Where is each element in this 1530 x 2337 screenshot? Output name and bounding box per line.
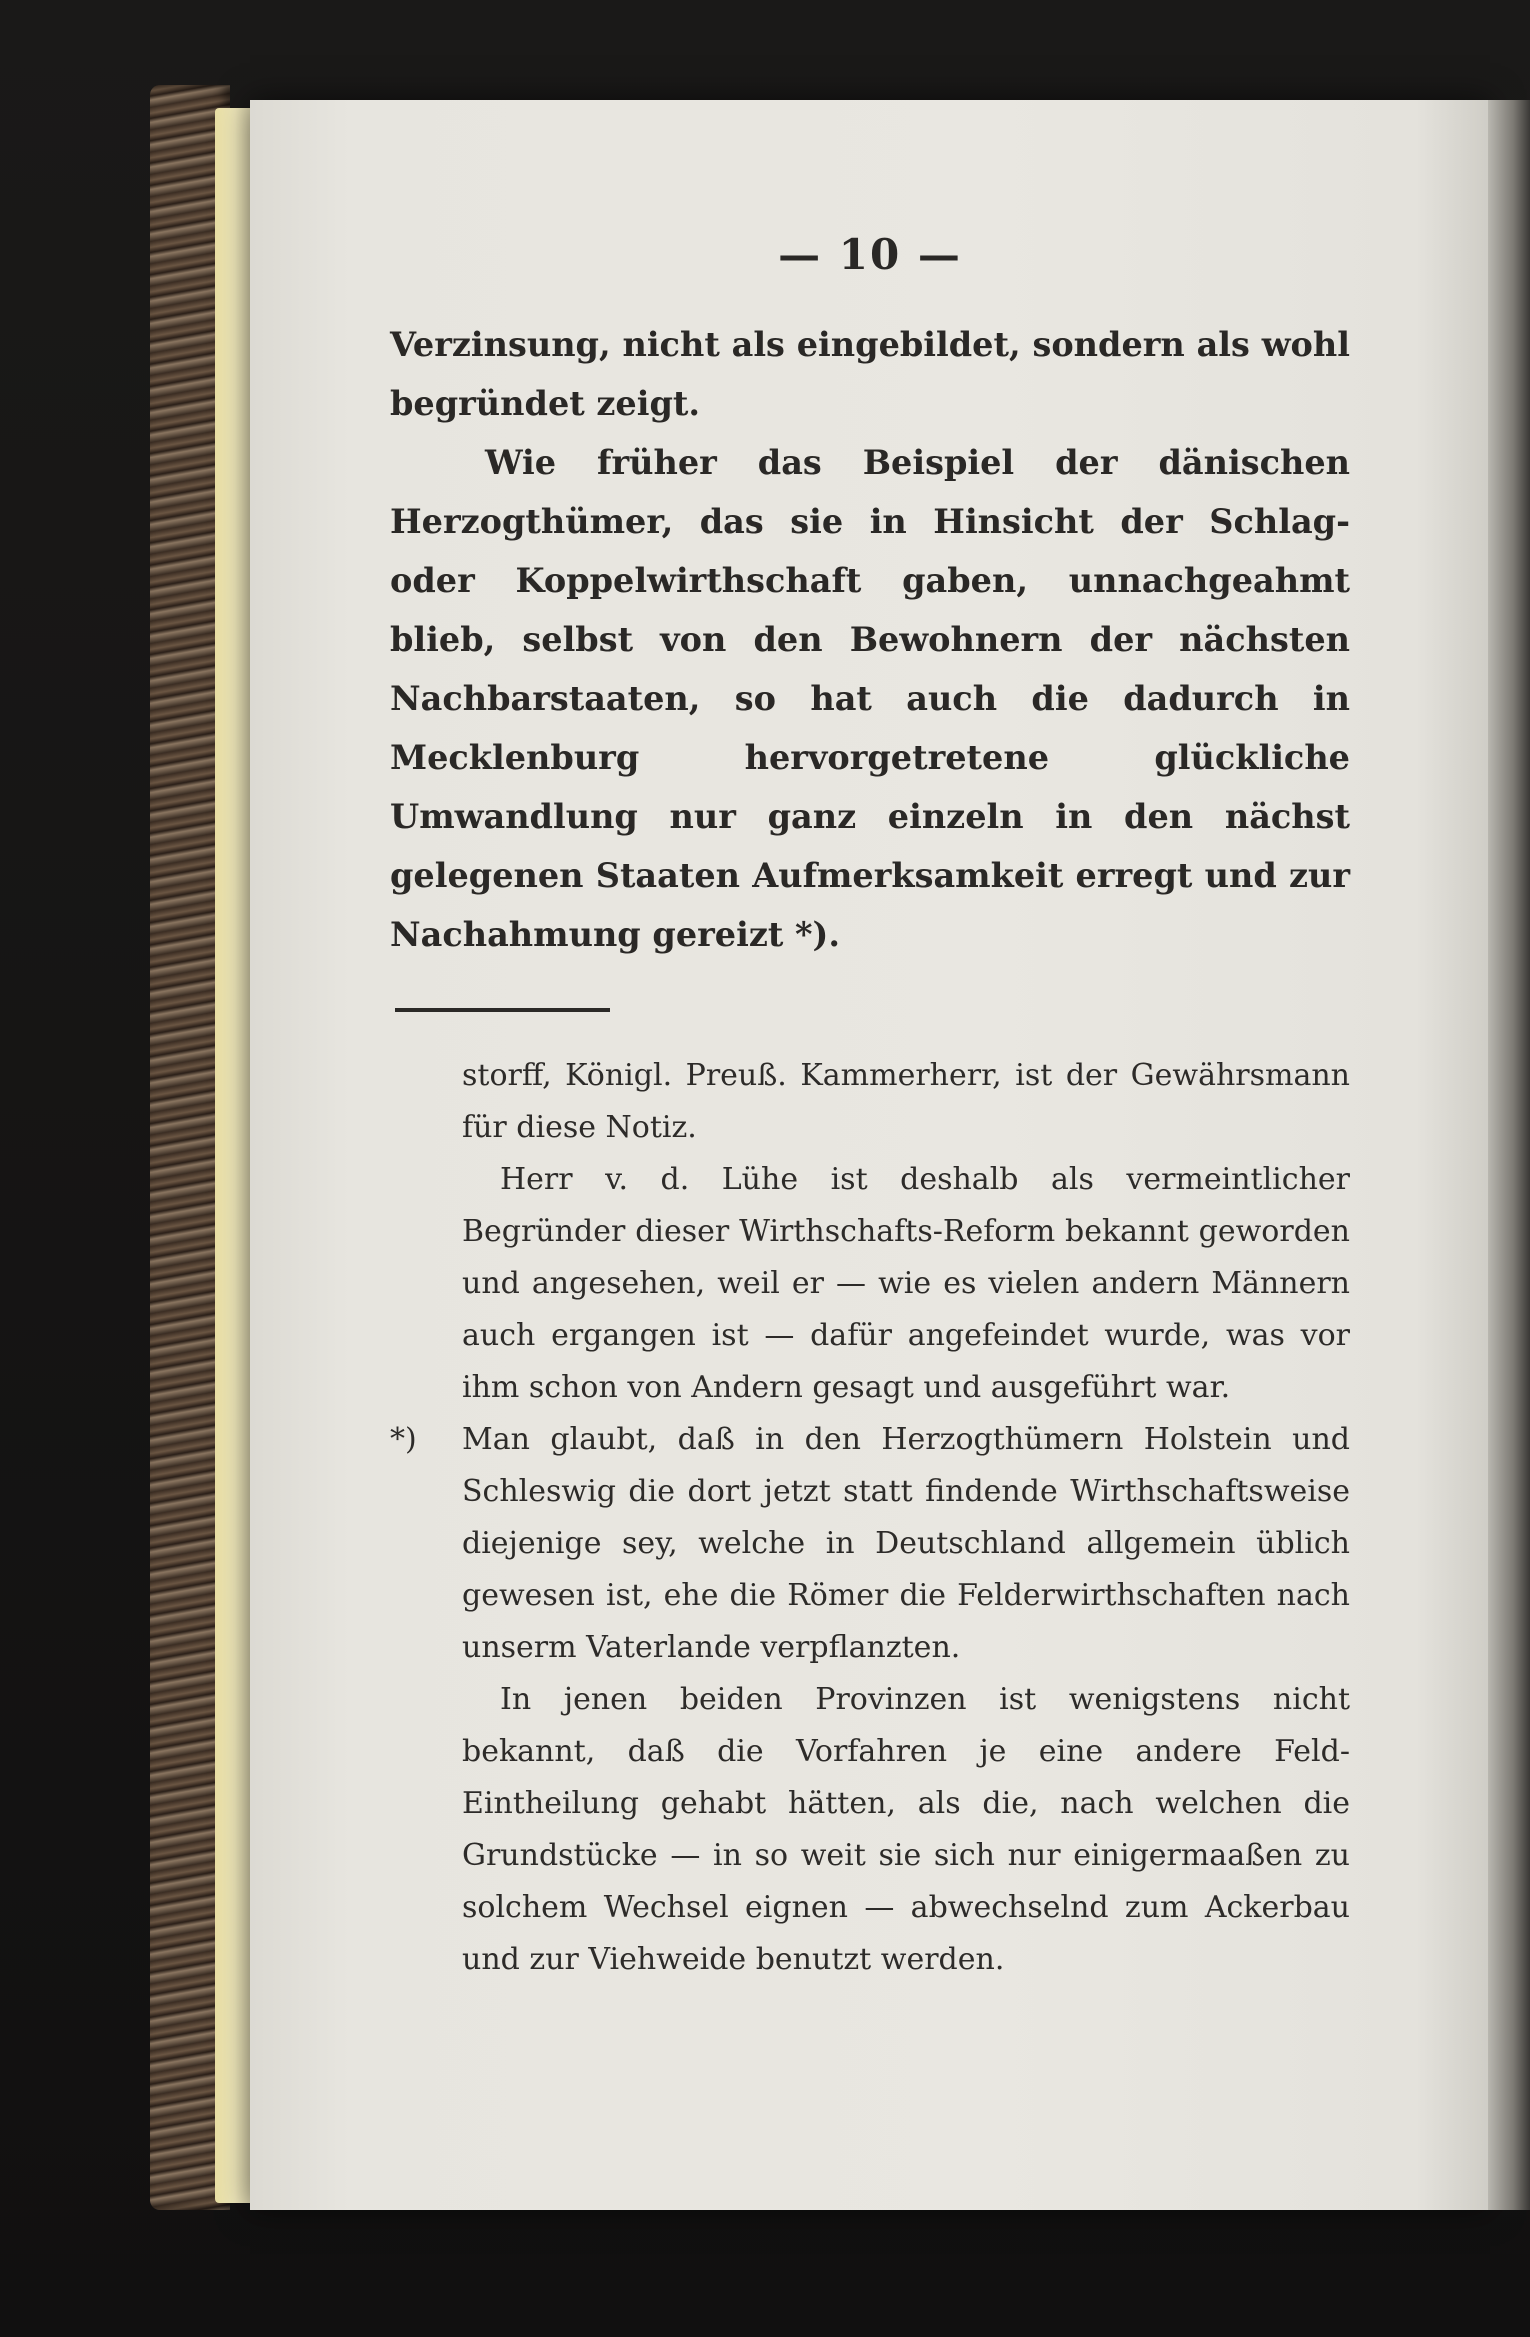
footnotes bbox=[390, 1050, 1350, 1986]
paragraph: Wie früher das Beispiel der dänischen Herzogthümer, das sie in Hinsicht der Schlag- oder Koppelwirthschaft gaben, unnachgeahmt blieb, selbst von den Bewohnern der nächsten Nachbarstaaten, so hat auch die dadurch in Mecklenburg hervorgetretene glückliche Umwandlung nur ganz einzeln in den nächst gelegenen Staaten Aufmerksamkeit erregt und zur Nachahmung gereizt *). bbox=[390, 443, 1350, 954]
footnote-divider bbox=[395, 1008, 610, 1012]
main-text bbox=[390, 315, 1350, 964]
footnote-paragraph: Man glaubt, daß in den Herzogthümern Holstein und Schleswig die dort jetzt statt findende Wirthschaftsweise diejenige sey, welche in Deutschland allgemein üblich gewesen ist, ehe die Römer die Felderwirthschaften nach unserm Vaterlande verpflanzten. bbox=[462, 1422, 1350, 1665]
footnote-paragraph: In jenen beiden Provinzen ist wenigstens nicht bekannt, daß die Vorfahren je eine andere Feld-Eintheilung gehabt hätten, als die, nach welchen die Grundstücke — in so weit sie sich nur einigermaaßen zu solchem Wechsel eignen — abwechselnd zum Ackerbau und zur Viehweide benutzt werden. bbox=[462, 1682, 1350, 1977]
text-column bbox=[390, 225, 1350, 1986]
footnote-marker: *) bbox=[390, 1422, 417, 1457]
footnote-paragraph: Herr v. d. Lühe ist deshalb als vermeintlicher Begründer dieser Wirthschafts-Reform bekannt geworden und angesehen, weil er — wie es vielen andern Männern auch ergangen ist — dafür angefeindet wurde, was vor ihm schon von Andern gesagt und ausgeführt war. bbox=[462, 1162, 1350, 1405]
page-number: — 10 — bbox=[778, 230, 962, 279]
footnote-paragraph: storff, Königl. Preuß. Kammerherr, ist der Gewährsmann für diese Notiz. bbox=[462, 1058, 1350, 1145]
footnote-star bbox=[390, 1414, 1350, 1986]
facing-page-edge bbox=[1488, 100, 1530, 2210]
paragraph-continuation: Verzinsung, nicht als eingebildet, sondern als wohl begründet zeigt. bbox=[390, 325, 1350, 423]
footnote-continued bbox=[462, 1050, 1350, 1414]
